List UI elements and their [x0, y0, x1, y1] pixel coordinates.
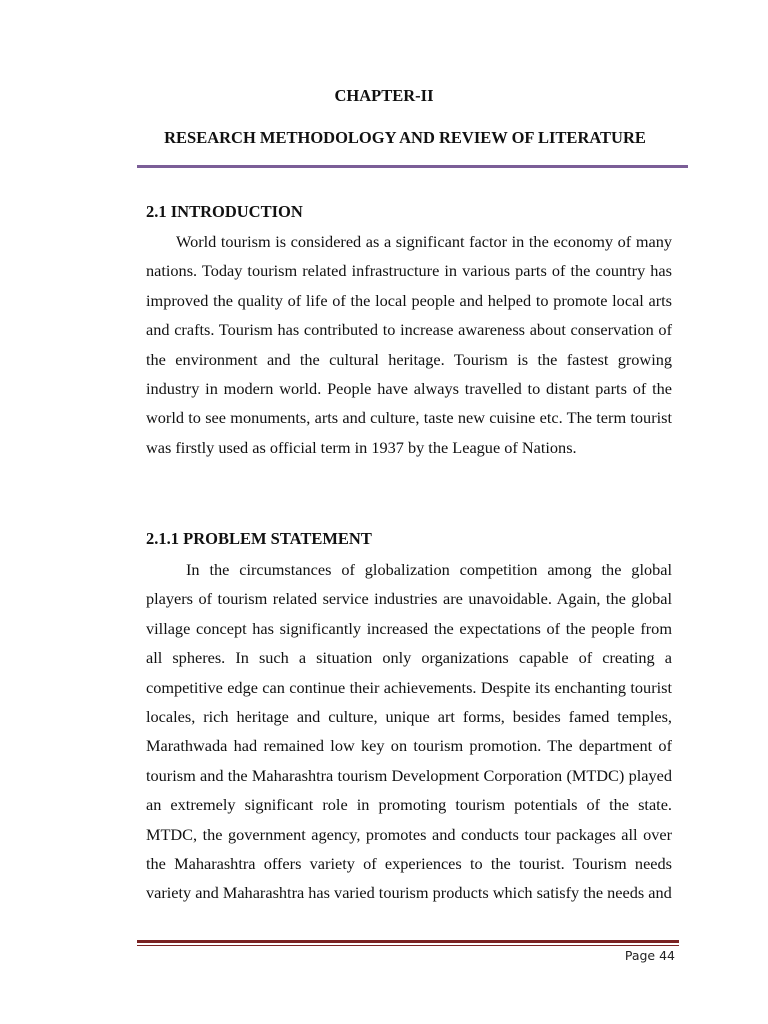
page-number: Page 44 [624, 948, 675, 963]
footer-divider-thin [137, 945, 679, 946]
footer-divider-thick [137, 940, 679, 943]
header-divider [137, 165, 688, 168]
chapter-title: RESEARCH METHODOLOGY AND REVIEW OF LITERATURE [164, 128, 646, 147]
problem-statement-paragraph: In the circumstances of globalization competition among the global players of tourism related service industries are unavoidable. Again, the global village concept has significantly increased the expectations of the people from all spheres. In such a situation only organizations capable of creating a competitive edge can continue their achievements. Despite its enchanting tourist locales, rich heritage and culture, unique art forms, besides famed temples, Marathwada had remained low key on tourism promotion. The department of tourism and the Maharashtra tourism Development Corporation (MTDC) played an extremely significant role in promoting tourism potentials of the state. MTDC, the government agency, promotes and conducts tour packages all over the Maharashtra offers variety of experiences to the tourist. Tourism needs variety and Maharashtra has varied tourism products which satisfy the needs and [146, 560, 672, 903]
introduction-paragraph: World tourism is considered as a significant factor in the economy of many nations. Today tourism related infrastructure in various parts of the country has improved the quality of life of the local people and helped to promote local arts and crafts. Tourism has contributed to increase awareness about conservation of the environment and the cultural heritage. Tourism is the fastest growing industry in modern world. People have always travelled to distant parts of the world to see monuments, arts and culture, taste new cuisine etc. The term tourist was firstly used as official term in 1937 by the League of Nations. [146, 232, 672, 457]
section-heading-problem-statement: 2.1.1 PROBLEM STATEMENT [146, 529, 372, 548]
section-heading-introduction: 2.1 INTRODUCTION [146, 202, 303, 221]
chapter-label: CHAPTER-II [334, 86, 434, 105]
